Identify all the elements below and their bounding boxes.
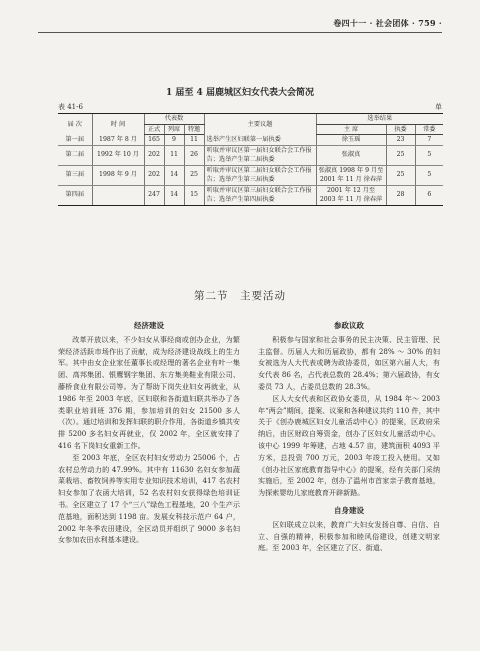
table-title: 1 届至 4 届鹿城区妇女代表大会简况 — [166, 88, 314, 98]
paragraph: 改革开放以来，不少妇女从事经商或创办企业，为繁荣经济活跃市场作出了贡献，成为经济建设战线上的生力军。其中由女企业家任董事长或经理的著名企业有叶一集团、高邦集团、银鹰钢字集团、东方集美鞋业有限公司、藤桥食业有限公司等。为了帮助下岗失业妇女再就业，从 1986 年至 2003 年底，区妇联和各街道妇联共举办了各类职业培训班 376 期，参加培训的妇女 21500 多人（次）。通过培训和发挥妇联的职介作用，各街道乡镇共安排 5200 多名妇女再就业，仅 2002 年，全区就安排了 416 名下岗妇女重新工作。 — [58, 334, 240, 450]
header-session: 届 次 — [58, 114, 92, 135]
cell-attending: 14 — [164, 185, 184, 205]
cell-standing: 7 — [415, 135, 443, 146]
cell-attending: 14 — [164, 165, 184, 185]
heading-economic: 经济建设 — [134, 321, 164, 330]
cell-topics: 听取并审议区第二届妇女联合会工作报告；选举产生第三届执委 — [204, 165, 316, 185]
paragraph: 至 2003 年底，全区农村妇女劳动力 25006 个，占农村总劳动力的 47.99%。其中有 11630 名妇女参加蔬菜栽培、畜牧饲养等实用专业知识技术培训，417 名农村妇女参加了农函大培训，52 名农村妇女获得绿色培训证书。全区建立了 17 个“三八”绿色工程基地，20 个生产示范基地，面积达到 1198 亩。发展女科技示范户 64 户，2002 年冬季农田建设，全区动员并组织了 9000 多名妇女参加农田水利基本建设。 — [58, 452, 240, 545]
cell-formal: 247 — [144, 185, 164, 205]
cell-invited: 25 — [184, 165, 204, 185]
cell-session: 第三届 — [58, 165, 92, 185]
cell-invited: 26 — [184, 145, 204, 165]
cell-standing: 6 — [415, 185, 443, 205]
cell-exec: 23 — [386, 135, 415, 146]
running-header — [38, 18, 442, 33]
cell-formal: 165 — [144, 135, 164, 146]
header-topics: 主要议题 — [204, 114, 316, 135]
cell-formal: 202 — [144, 165, 164, 185]
paragraph: 区妇联成立以来，教育广大妇女发扬自尊、自信、自立、自强的精神，积极参加和睦风俗建设，创建文明家庭。至 2003 年，全区建立了区、街道、 — [258, 519, 440, 553]
heading-self-building: 自身建设 — [334, 505, 364, 515]
running-head-text: 卷四十一 · 社会团体 · 759 · — [333, 18, 442, 28]
cell-exec: 25 — [386, 165, 415, 185]
table-number: 表 41-6 — [58, 103, 83, 111]
section-title: 第二节 主要活动 — [194, 290, 286, 302]
cell-invited: 15 — [184, 185, 204, 205]
header-invited: 特邀 — [184, 124, 204, 135]
cell-session: 第四届 — [58, 185, 92, 205]
cell-session: 第二届 — [58, 145, 92, 165]
cell-invited: 11 — [184, 135, 204, 146]
header-exec: 执委 — [386, 124, 415, 135]
cell-time: 1987 年 8 月 — [92, 135, 144, 146]
cell-time: 1998 年 9 月 — [92, 165, 144, 185]
header-delegates: 代表数 — [144, 114, 204, 125]
cell-session: 第一届 — [58, 135, 92, 146]
heading-politics: 参政议政 — [334, 321, 364, 330]
header-results: 选举结果 — [316, 114, 443, 125]
cell-chair: 张淑真 — [316, 145, 386, 165]
header-formal: 正式 — [144, 124, 164, 135]
table-row — [58, 135, 443, 146]
cell-chair: 2001 年 12 月至 2003 年 11 月 徐春萍 — [316, 185, 386, 205]
left-column — [58, 320, 240, 546]
paragraph: 积极参与国家和社会事务的民主决策、民主管理、民主监督。历届人大和历届政协，都有 28% ～ 30% 的妇女被选为人大代表或聘为政协委员，如区第六届人大，有女代表 86 名，占代表总数的 28.4%；第六届政协，有女委员 73 人，占委员总数的 28.3%。 — [258, 334, 440, 391]
cell-attending: 11 — [164, 145, 184, 165]
table-row — [58, 165, 443, 185]
cell-standing: 5 — [415, 145, 443, 165]
cell-formal: 202 — [144, 145, 164, 165]
cell-attending: 9 — [164, 135, 184, 146]
header-attending: 列席 — [164, 124, 184, 135]
header-time: 时 间 — [92, 114, 144, 135]
cell-time — [92, 185, 144, 205]
cell-topics: 听取并审议区第一届妇女联合会工作报告；选举产生第二届执委 — [204, 145, 316, 165]
congress-table — [58, 113, 443, 206]
cell-standing: 5 — [415, 165, 443, 185]
cell-topics: 选举产生区妇联第一届执委 — [204, 135, 316, 146]
right-column — [258, 320, 440, 554]
table-unit: 单 — [435, 103, 442, 111]
header-standing: 常委 — [415, 124, 443, 135]
table-row — [58, 185, 443, 205]
cell-chair: 张淑真 1998 年 9 月至 2001 年 11 月 徐春萍 — [316, 165, 386, 185]
header-chair: 主 席 — [316, 124, 386, 135]
cell-topics: 听取并审议区第三届妇女联合会工作报告；选举产生第四届执委 — [204, 185, 316, 205]
cell-exec: 25 — [386, 145, 415, 165]
cell-chair: 徐玉瑶 — [316, 135, 386, 146]
cell-exec: 28 — [386, 185, 415, 205]
cell-time: 1992 年 10 月 — [92, 145, 144, 165]
paragraph: 区人大女代表和区政协女委员，从 1984 年～ 2003 年“两会”期间，提案、议案和各种建议共约 110 件，其中关于《创办鹿城区妇女儿童活动中心》的提案，区政府采纳后，由区财政自筹资金，创办了区妇女儿童活动中心。该中心 1999 年筹建，占地 4.57 亩，建筑面积 4093 平方米，总投资 700 万元，2003 年竣工投入使用。又如《创办社区家庭教育指导中心》的提案，经有关部门采纳实施后，至 2002 年，创办了温州市首家亲子教育基地，为探索婴幼儿家庭教育开辟新路。 — [258, 393, 440, 498]
table-row — [58, 145, 443, 165]
